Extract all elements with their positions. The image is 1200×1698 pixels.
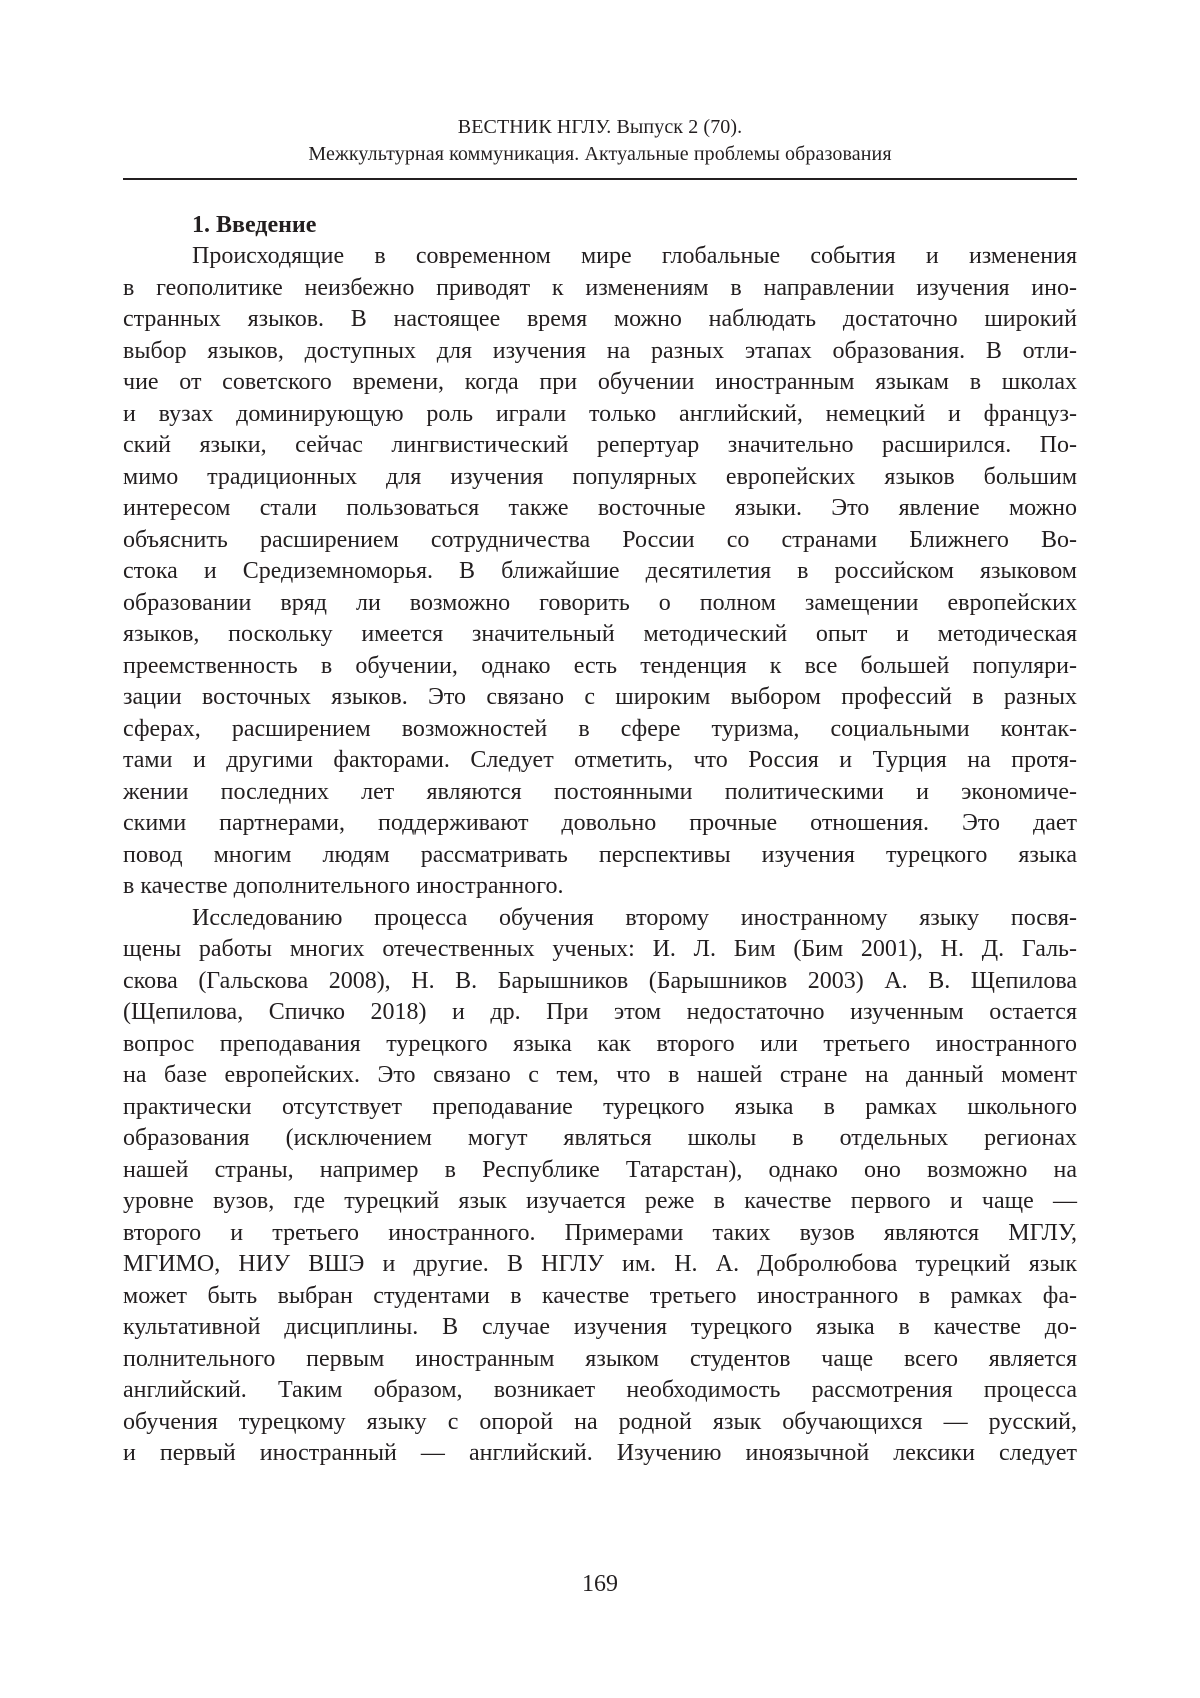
text-line: ский языки, сейчас лингвистический репертуар значительно расширился. По- — [123, 430, 1077, 462]
article-body — [123, 209, 1077, 1470]
text-line: нашей страны, например в Республике Татарстан), однако оно возможно на — [123, 1155, 1077, 1187]
text-line: интересом стали пользоваться также восточные языки. Это явление можно — [123, 493, 1077, 525]
text-line: МГИМО, НИУ ВШЭ и другие. В НГЛУ им. Н. А. Добролюбова турецкий язык — [123, 1249, 1077, 1281]
journal-title-line: ВЕСТНИК НГЛУ. Выпуск 2 (70). — [123, 114, 1077, 141]
text-line: скова (Гальскова 2008), Н. В. Барышников (Барышников 2003) А. В. Щепилова — [123, 966, 1077, 998]
text-line: мимо традиционных для изучения популярных европейских языков большим — [123, 462, 1077, 494]
text-line: стока и Средиземноморья. В ближайшие десятилетия в российском языковом — [123, 556, 1077, 588]
text-line: в геополитике неизбежно приводят к изменениям в направлении изучения ино- — [123, 273, 1077, 305]
text-line: чие от советского времени, когда при обучении иностранным языкам в школах — [123, 367, 1077, 399]
text-line: преемственность в обучении, однако есть тенденция к все большей популяри- — [123, 651, 1077, 683]
text-line: странных языков. В настоящее время можно наблюдать достаточно широкий — [123, 304, 1077, 336]
text-line: языков, поскольку имеется значительный методический опыт и методическая — [123, 619, 1077, 651]
paragraph — [123, 241, 1077, 903]
text-line: скими партнерами, поддерживают довольно прочные отношения. Это дает — [123, 808, 1077, 840]
text-line: и первый иностранный — английский. Изучению иноязычной лексики следует — [123, 1438, 1077, 1470]
text-line: на базе европейских. Это связано с тем, что в нашей стране на данный момент — [123, 1060, 1077, 1092]
text-line: повод многим людям рассматривать перспективы изучения турецкого языка — [123, 840, 1077, 872]
paragraphs-container — [123, 241, 1077, 1470]
text-line: сферах, расширением возможностей в сфере туризма, социальными контак- — [123, 714, 1077, 746]
text-line: английский. Таким образом, возникает необходимость рассмотрения процесса — [123, 1375, 1077, 1407]
text-line: выбор языков, доступных для изучения на разных этапах образования. В отли- — [123, 336, 1077, 368]
text-line: культативной дисциплины. В случае изучения турецкого языка в качестве до- — [123, 1312, 1077, 1344]
header-rule — [123, 178, 1077, 180]
text-line: объяснить расширением сотрудничества России со странами Ближнего Во- — [123, 525, 1077, 557]
journal-section-line: Межкультурная коммуникация. Актуальные проблемы образования — [123, 141, 1077, 168]
page-number: 169 — [0, 1569, 1200, 1599]
text-line: Исследованию процесса обучения второму иностранному языку посвя- — [123, 903, 1077, 935]
text-line: вопрос преподавания турецкого языка как второго или третьего иностранного — [123, 1029, 1077, 1061]
running-header — [123, 114, 1077, 168]
text-line: уровне вузов, где турецкий язык изучается реже в качестве первого и чаще — — [123, 1186, 1077, 1218]
text-line: образовании вряд ли возможно говорить о полном замещении европейских — [123, 588, 1077, 620]
text-line: и вузах доминирующую роль играли только английский, немецкий и француз- — [123, 399, 1077, 431]
journal-page — [0, 0, 1200, 1698]
text-line: образования (исключением могут являться школы в отдельных регионах — [123, 1123, 1077, 1155]
text-line: в качестве дополнительного иностранного. — [123, 871, 1077, 903]
text-line: щены работы многих отечественных ученых: И. Л. Бим (Бим 2001), Н. Д. Галь- — [123, 934, 1077, 966]
text-line: обучения турецкому языку с опорой на родной язык обучающихся — русский, — [123, 1407, 1077, 1439]
text-line: может быть выбран студентами в качестве третьего иностранного в рамках фа- — [123, 1281, 1077, 1313]
text-line: жении последних лет являются постоянными политическими и экономиче- — [123, 777, 1077, 809]
section-heading: 1. Введение — [123, 209, 1077, 241]
text-line: практически отсутствует преподавание турецкого языка в рамках школьного — [123, 1092, 1077, 1124]
text-line: тами и другими факторами. Следует отметить, что Россия и Турция на протя- — [123, 745, 1077, 777]
text-line: зации восточных языков. Это связано с широким выбором профессий в разных — [123, 682, 1077, 714]
text-line: второго и третьего иностранного. Примерами таких вузов являются МГЛУ, — [123, 1218, 1077, 1250]
paragraph — [123, 903, 1077, 1470]
text-line: полнительного первым иностранным языком студентов чаще всего является — [123, 1344, 1077, 1376]
text-line: (Щепилова, Спичко 2018) и др. При этом недостаточно изученным остается — [123, 997, 1077, 1029]
text-line: Происходящие в современном мире глобальные события и изменения — [123, 241, 1077, 273]
